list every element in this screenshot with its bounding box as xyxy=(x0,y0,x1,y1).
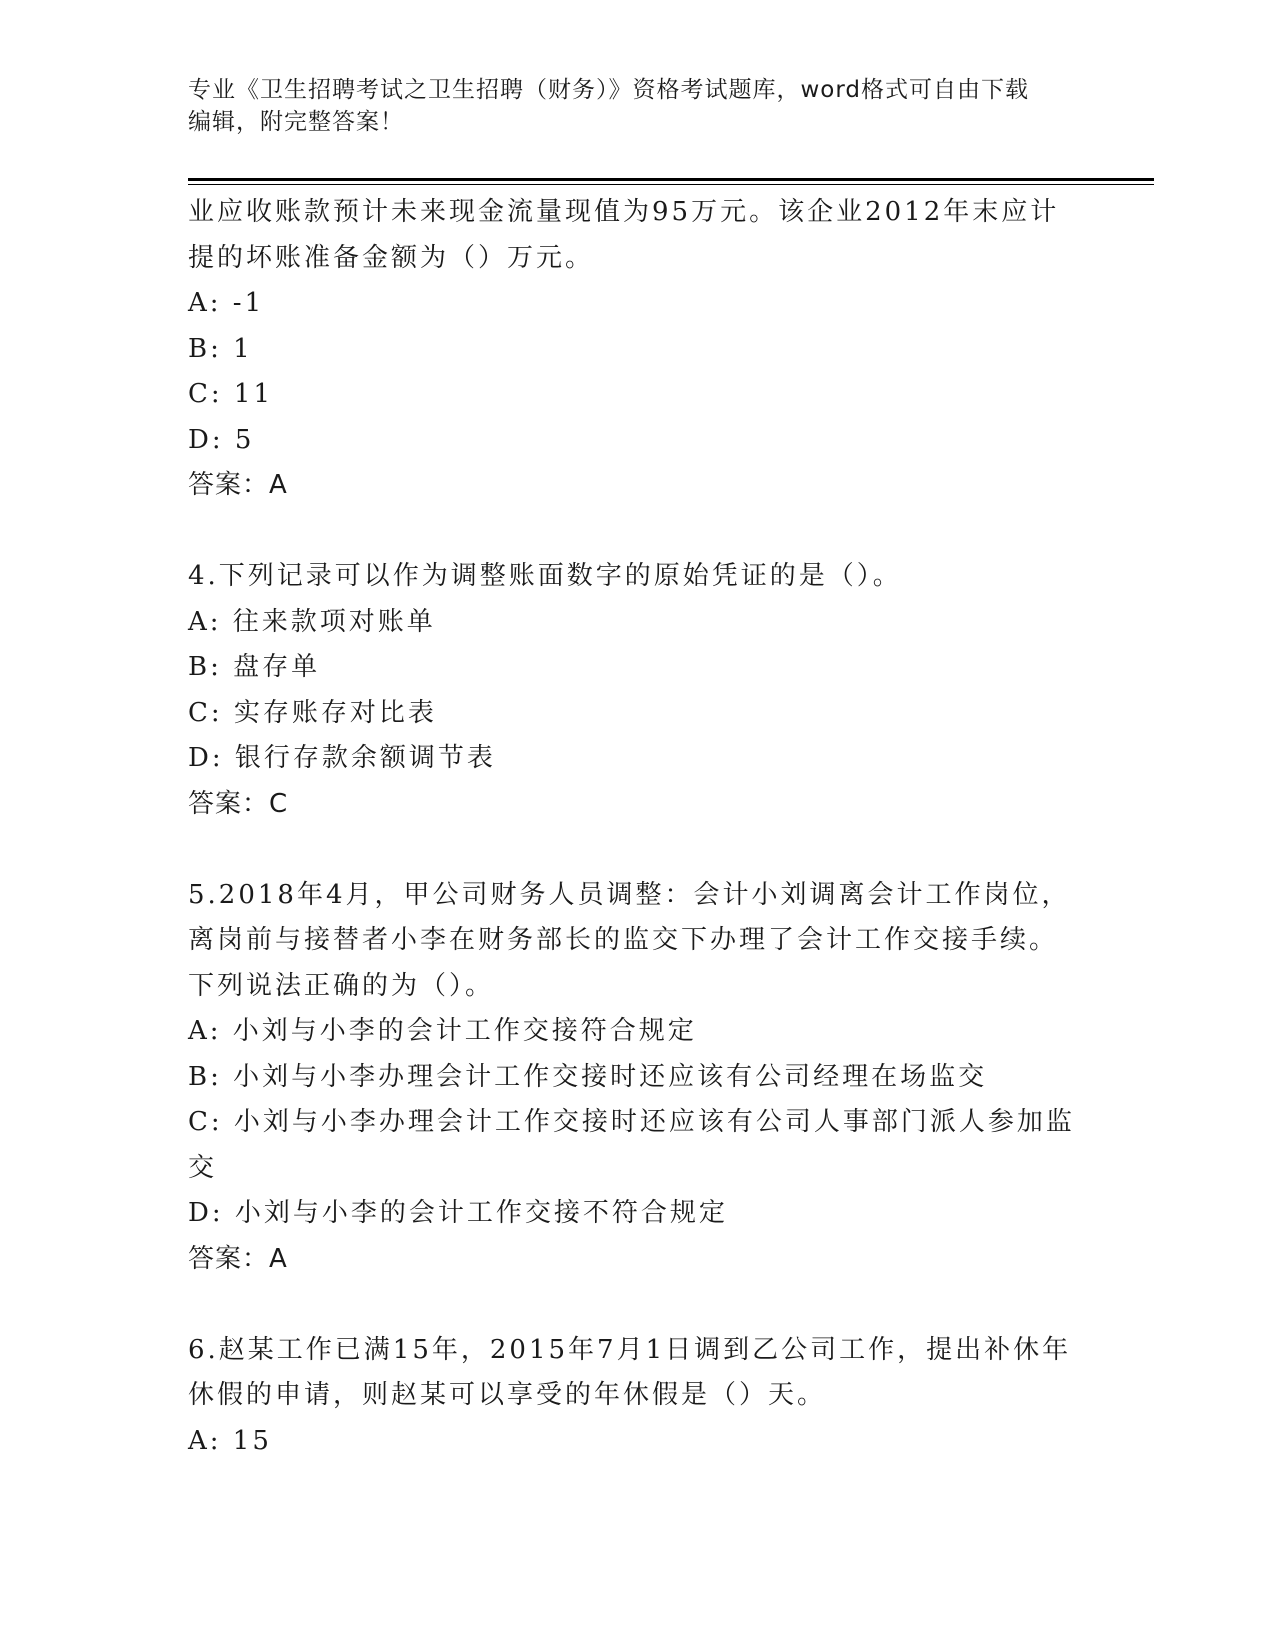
question-5-option-a: A: 小刘与小李的会计工作交接符合规定 xyxy=(188,1016,697,1046)
question-3-option-d: D: 5 xyxy=(188,424,255,455)
question-6-option-a: A: 15 xyxy=(188,1425,272,1456)
question-5-text-line-3: 下列说法正确的为（）。 xyxy=(188,970,495,1001)
question-4-text-line-1: 4.下列记录可以作为调整账面数字的原始凭证的是（）。 xyxy=(188,561,902,591)
question-3-option-c: C: 11 xyxy=(188,379,274,409)
question-4-answer: 答案：C xyxy=(188,788,289,819)
document-header xyxy=(188,74,1088,138)
question-3-option-b: B: 1 xyxy=(188,333,253,364)
header-divider-thin xyxy=(188,184,1154,185)
question-5 xyxy=(188,873,1088,1283)
question-3-text-line-2: 提的坏账准备金额为（）万元。 xyxy=(188,242,595,273)
question-3-option-a: A: -1 xyxy=(188,288,265,318)
question-6-text-line-1: 6.赵某工作已满15年，2015年7月1日调到乙公司工作，提出补休年 xyxy=(188,1334,1072,1365)
question-4-option-c: C: 实存账存对比表 xyxy=(188,697,437,728)
question-5-option-b: B: 小刘与小李办理会计工作交接时还应该有公司经理在场监交 xyxy=(188,1061,988,1092)
question-list xyxy=(188,190,1088,1464)
question-6 xyxy=(188,1328,1088,1465)
spacer xyxy=(188,509,1088,555)
question-4 xyxy=(188,554,1088,827)
question-6-text-line-2: 休假的申请，则赵某可以享受的年休假是（）天。 xyxy=(188,1380,827,1410)
spacer xyxy=(188,1282,1088,1328)
header-divider-thick xyxy=(188,178,1154,181)
header-line-2: 编辑，附完整答案！ xyxy=(188,109,404,135)
question-5-option-c-continued: 交 xyxy=(188,1152,218,1183)
question-3-answer: 答案：A xyxy=(188,470,288,500)
question-3-text-line-1: 业应收账款预计未来现金流量现值为95万元。该企业2012年末应计 xyxy=(188,197,1060,227)
question-5-option-c: C: 小刘与小李办理会计工作交接时还应该有公司人事部门派人参加监 xyxy=(188,1107,1075,1137)
question-5-option-d: D: 小刘与小李的会计工作交接不符合规定 xyxy=(188,1198,728,1228)
question-5-text-line-2: 离岗前与接替者小李在财务部长的监交下办理了会计工作交接手续。 xyxy=(188,925,1059,955)
question-4-option-a: A: 往来款项对账单 xyxy=(188,606,436,637)
question-4-option-d: D: 银行存款余额调节表 xyxy=(188,743,496,773)
question-3 xyxy=(188,190,1088,509)
question-5-answer: 答案：A xyxy=(188,1243,288,1274)
spacer xyxy=(188,827,1088,873)
header-line-1: 专业《卫生招聘考试之卫生招聘（财务）》资格考试题库，word格式可自由下载 xyxy=(188,77,1030,103)
question-5-text-line-1: 5.2018年4月，甲公司财务人员调整：会计小刘调离会计工作岗位， xyxy=(188,879,1071,910)
question-4-option-b: B: 盘存单 xyxy=(188,652,321,682)
